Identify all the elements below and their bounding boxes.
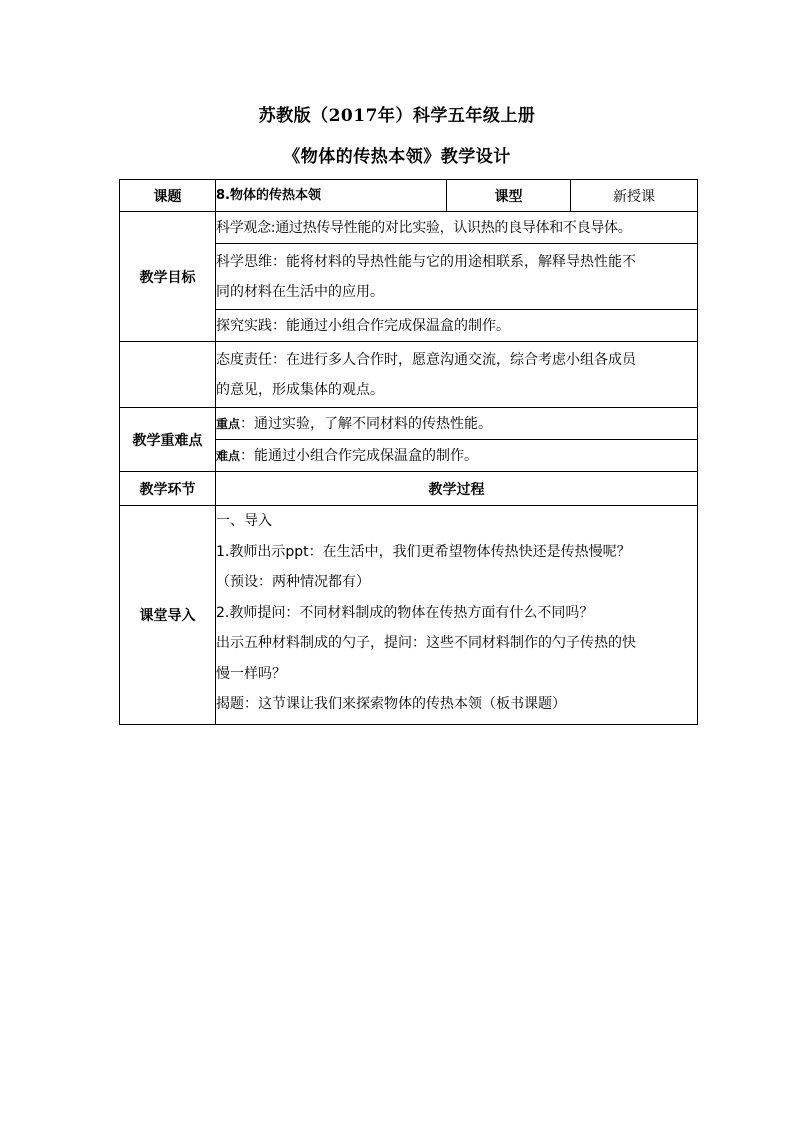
difficult-point [216,440,698,472]
keypoints-label: 教学重难点 [120,408,216,472]
process-line: 一、导入 [216,513,272,529]
difficult-point-text: ：能通过小组合作完成保温盒的制作。 [240,447,479,464]
process-line: 慢一样吗？ [216,665,286,682]
goal-row [120,212,698,244]
lesson-plan-table [119,179,698,725]
key-point-text: ：通过实验，了解不同材料的传热性能。 [240,415,493,432]
topic-label: 课题 [120,180,216,212]
key-point-prefix: 重点 [216,416,241,431]
goal-line: 的意见，形成集体的观点。 [216,381,384,398]
topic-row [120,180,698,212]
key-point [216,408,698,440]
process-line: （预设：两种情况都有） [216,574,370,590]
empty-label-cell [120,342,216,408]
intro-label: 课堂导入 [120,506,216,725]
goal-line: 科学思维：能将材料的导热性能与它的用途相联系，解释导热性能不 [216,253,636,270]
lesson-type-value: 新授课 [571,180,698,212]
goal-scientific-thinking [216,244,698,310]
goal-row [120,342,698,408]
process-header-row [120,472,698,506]
process-header: 教学过程 [216,472,698,506]
keypoint-row [120,408,698,440]
intro-row [120,506,698,725]
process-line: 1.教师出示ppt：在生活中，我们更希望物体传热快还是传热慢呢？ [216,543,631,560]
process-line: 出示五种材料制成的勺子，提问：这些不同材料制作的勺子传热的快 [216,635,636,651]
goal-line: 同的材料在生活中的应用。 [216,283,384,300]
document-title: 苏教版（2017年）科学五年级上册 [258,106,536,126]
goal-line: 态度责任：在进行多人合作时，愿意沟通交流，综合考虑小组各成员 [216,351,636,368]
difficult-point-prefix: 难点 [216,448,241,463]
goal-scientific-concept: 科学观念:通过热传导性能的对比实验，认识热的良导体和不良导体。 [216,212,698,244]
process-line: 揭题：这节课让我们来探索物体的传热本领（板书课题） [216,696,566,712]
goal-attitude-responsibility [216,342,698,408]
lesson-type-label: 课型 [447,180,571,212]
goal-inquiry-practice: 探究实践：能通过小组合作完成保温盒的制作。 [216,310,698,342]
topic-value: 8.物体的传热本领 [216,180,447,212]
intro-process [216,506,698,725]
goals-label: 教学目标 [120,212,216,342]
document-subtitle: 《物体的传热本领》教学设计 [283,147,511,167]
stage-header: 教学环节 [120,472,216,506]
process-line: 2.教师提问：不同材料制成的物体在传热方面有什么不同吗？ [216,604,594,621]
